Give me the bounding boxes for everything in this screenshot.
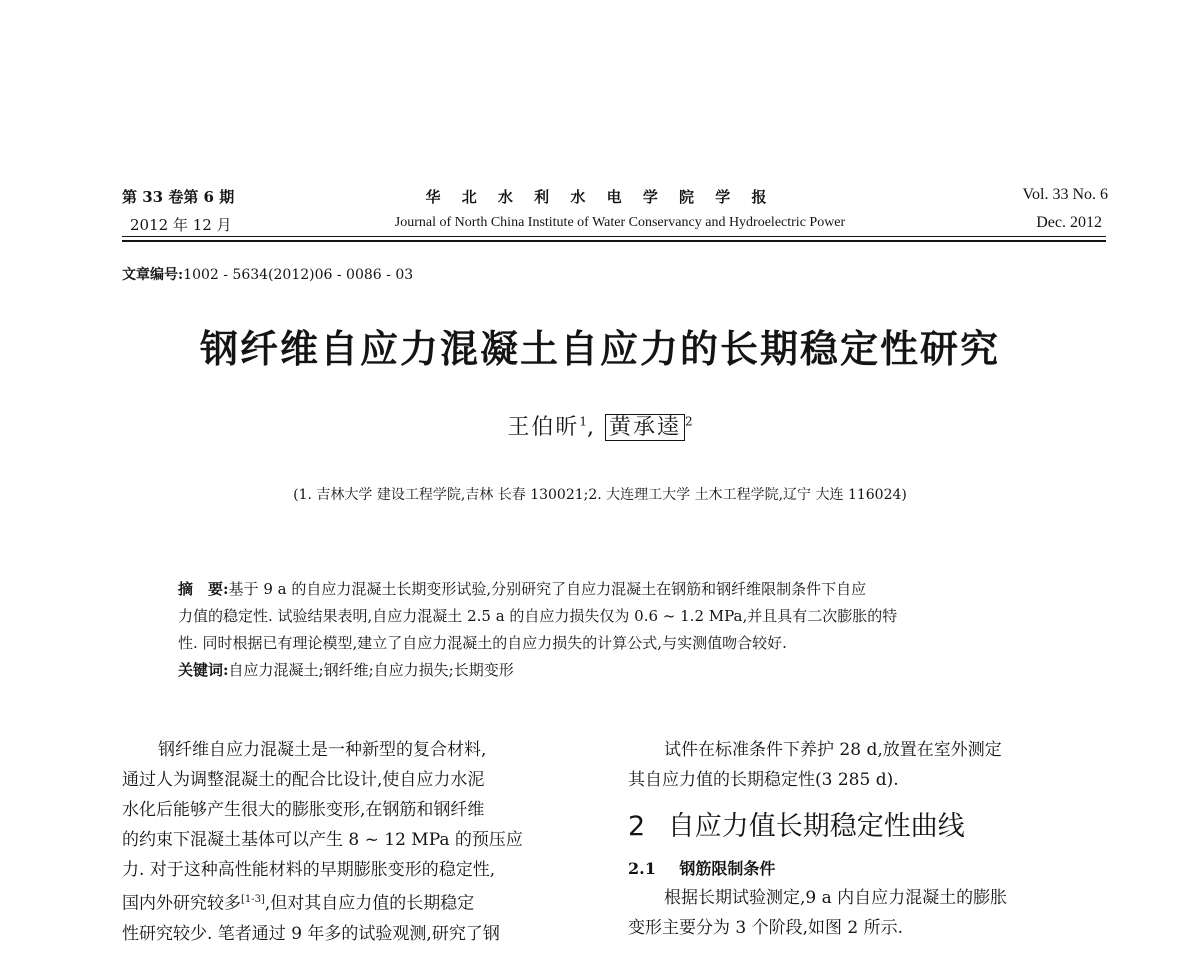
section-heading	[628, 809, 1108, 845]
keywords	[178, 657, 1038, 684]
paper-title: 钢纤维自应力混凝土自应力的长期稳定性研究	[199, 327, 1000, 371]
keywords-label: 关键词:	[178, 661, 229, 679]
left-line-5: 力. 对于这种高性能材料的早期膨胀变形的稳定性,	[122, 860, 496, 880]
right-para1-line-1: 试件在标准条件下养护 28 d,放置在室外测定	[664, 740, 1002, 760]
right-column	[628, 735, 1108, 943]
left-line-1: 钢纤维自应力混凝土是一种新型的复合材料,	[158, 740, 487, 760]
abstract	[178, 576, 1038, 684]
citation: [1-3]	[241, 894, 265, 905]
right-para2-line-2: 变形主要分为 3 个阶段,如图 2 所示.	[628, 918, 904, 938]
header-date-en: Dec. 2012	[1036, 214, 1102, 231]
article-id	[122, 264, 413, 284]
left-line-6	[122, 885, 602, 919]
article-id-label: 文章编号:	[122, 267, 184, 283]
section-number: 2	[628, 811, 646, 842]
author-separator: ,	[587, 415, 596, 440]
authors	[0, 410, 1200, 441]
abstract-line-3: 性. 同时根据已有理论模型,建立了自应力混凝土的自应力损失的计算公式,与实测值吻合较好.	[178, 634, 787, 652]
right-para1-line-2: 其自应力值的长期稳定性(3 285 d).	[628, 770, 899, 790]
left-line-7: 性研究较少. 笔者通过 9 年多的试验观测,研究了钢	[122, 923, 500, 944]
header-journal-en: Journal of North China Institute of Water Conservancy and Hydroelectric Power	[394, 215, 846, 230]
header-date-cn: 2012 年 12 月	[130, 216, 232, 234]
left-column	[122, 735, 602, 949]
author-2-affil: 2	[685, 414, 693, 429]
left-line-6-text: 国内外研究较多	[122, 893, 241, 914]
subsection-title: 钢筋限制条件	[679, 859, 776, 878]
affiliation: (1. 吉林大学 建设工程学院,吉林 长春 130021;2. 大连理工大学 土木工程学院,辽宁 大连 116024)	[293, 487, 907, 503]
header-volume-en: Vol. 33 No. 6	[1022, 186, 1108, 203]
author-1: 王伯昕	[507, 415, 580, 440]
abstract-line-2: 力值的稳定性. 试验结果表明,自应力混凝土 2.5 a 的自应力损失仅为 0.6 ~ 1.2 MPa,并且具有二次膨胀的特	[178, 607, 898, 625]
section-title: 自应力值长期稳定性曲线	[667, 811, 965, 842]
header-rule-top	[122, 236, 1106, 237]
keywords-value: 自应力混凝土;钢纤维;自应力损失;长期变形	[228, 661, 514, 679]
author-2: 黄承逵	[605, 414, 685, 441]
left-line-3: 水化后能够产生很大的膨胀变形,在钢筋和钢纤维	[122, 800, 485, 820]
left-line-2: 通过人为调整混凝土的配合比设计,使自应力水泥	[122, 770, 485, 790]
left-line-6-rest: ,但对其自应力值的长期稳定	[264, 893, 475, 914]
author-1-affil: 1	[579, 414, 587, 429]
abstract-line-1	[178, 576, 1038, 603]
subsection-heading	[628, 855, 1108, 883]
abstract-text-1: 基于 9 a 的自应力混凝土长期变形试验,分别研究了自应力混凝土在钢筋和钢纤维限制条件下自应	[228, 580, 867, 598]
abstract-label: 摘 要:	[178, 580, 229, 598]
left-line-4: 的约束下混凝土基体可以产生 8 ~ 12 MPa 的预压应	[122, 830, 523, 850]
article-id-value: 1002 - 5634(2012)06 - 0086 - 03	[183, 267, 414, 283]
header-journal-cn: 华 北 水 利 水 电 学 院 学 报	[425, 188, 775, 206]
subsection-number: 2.1	[628, 859, 656, 878]
header-rule-bottom	[122, 240, 1106, 242]
right-para2-line-1: 根据长期试验测定,9 a 内自应力混凝土的膨胀	[664, 888, 1008, 908]
header-volume-cn: 第 33 卷第 6 期	[122, 188, 235, 206]
